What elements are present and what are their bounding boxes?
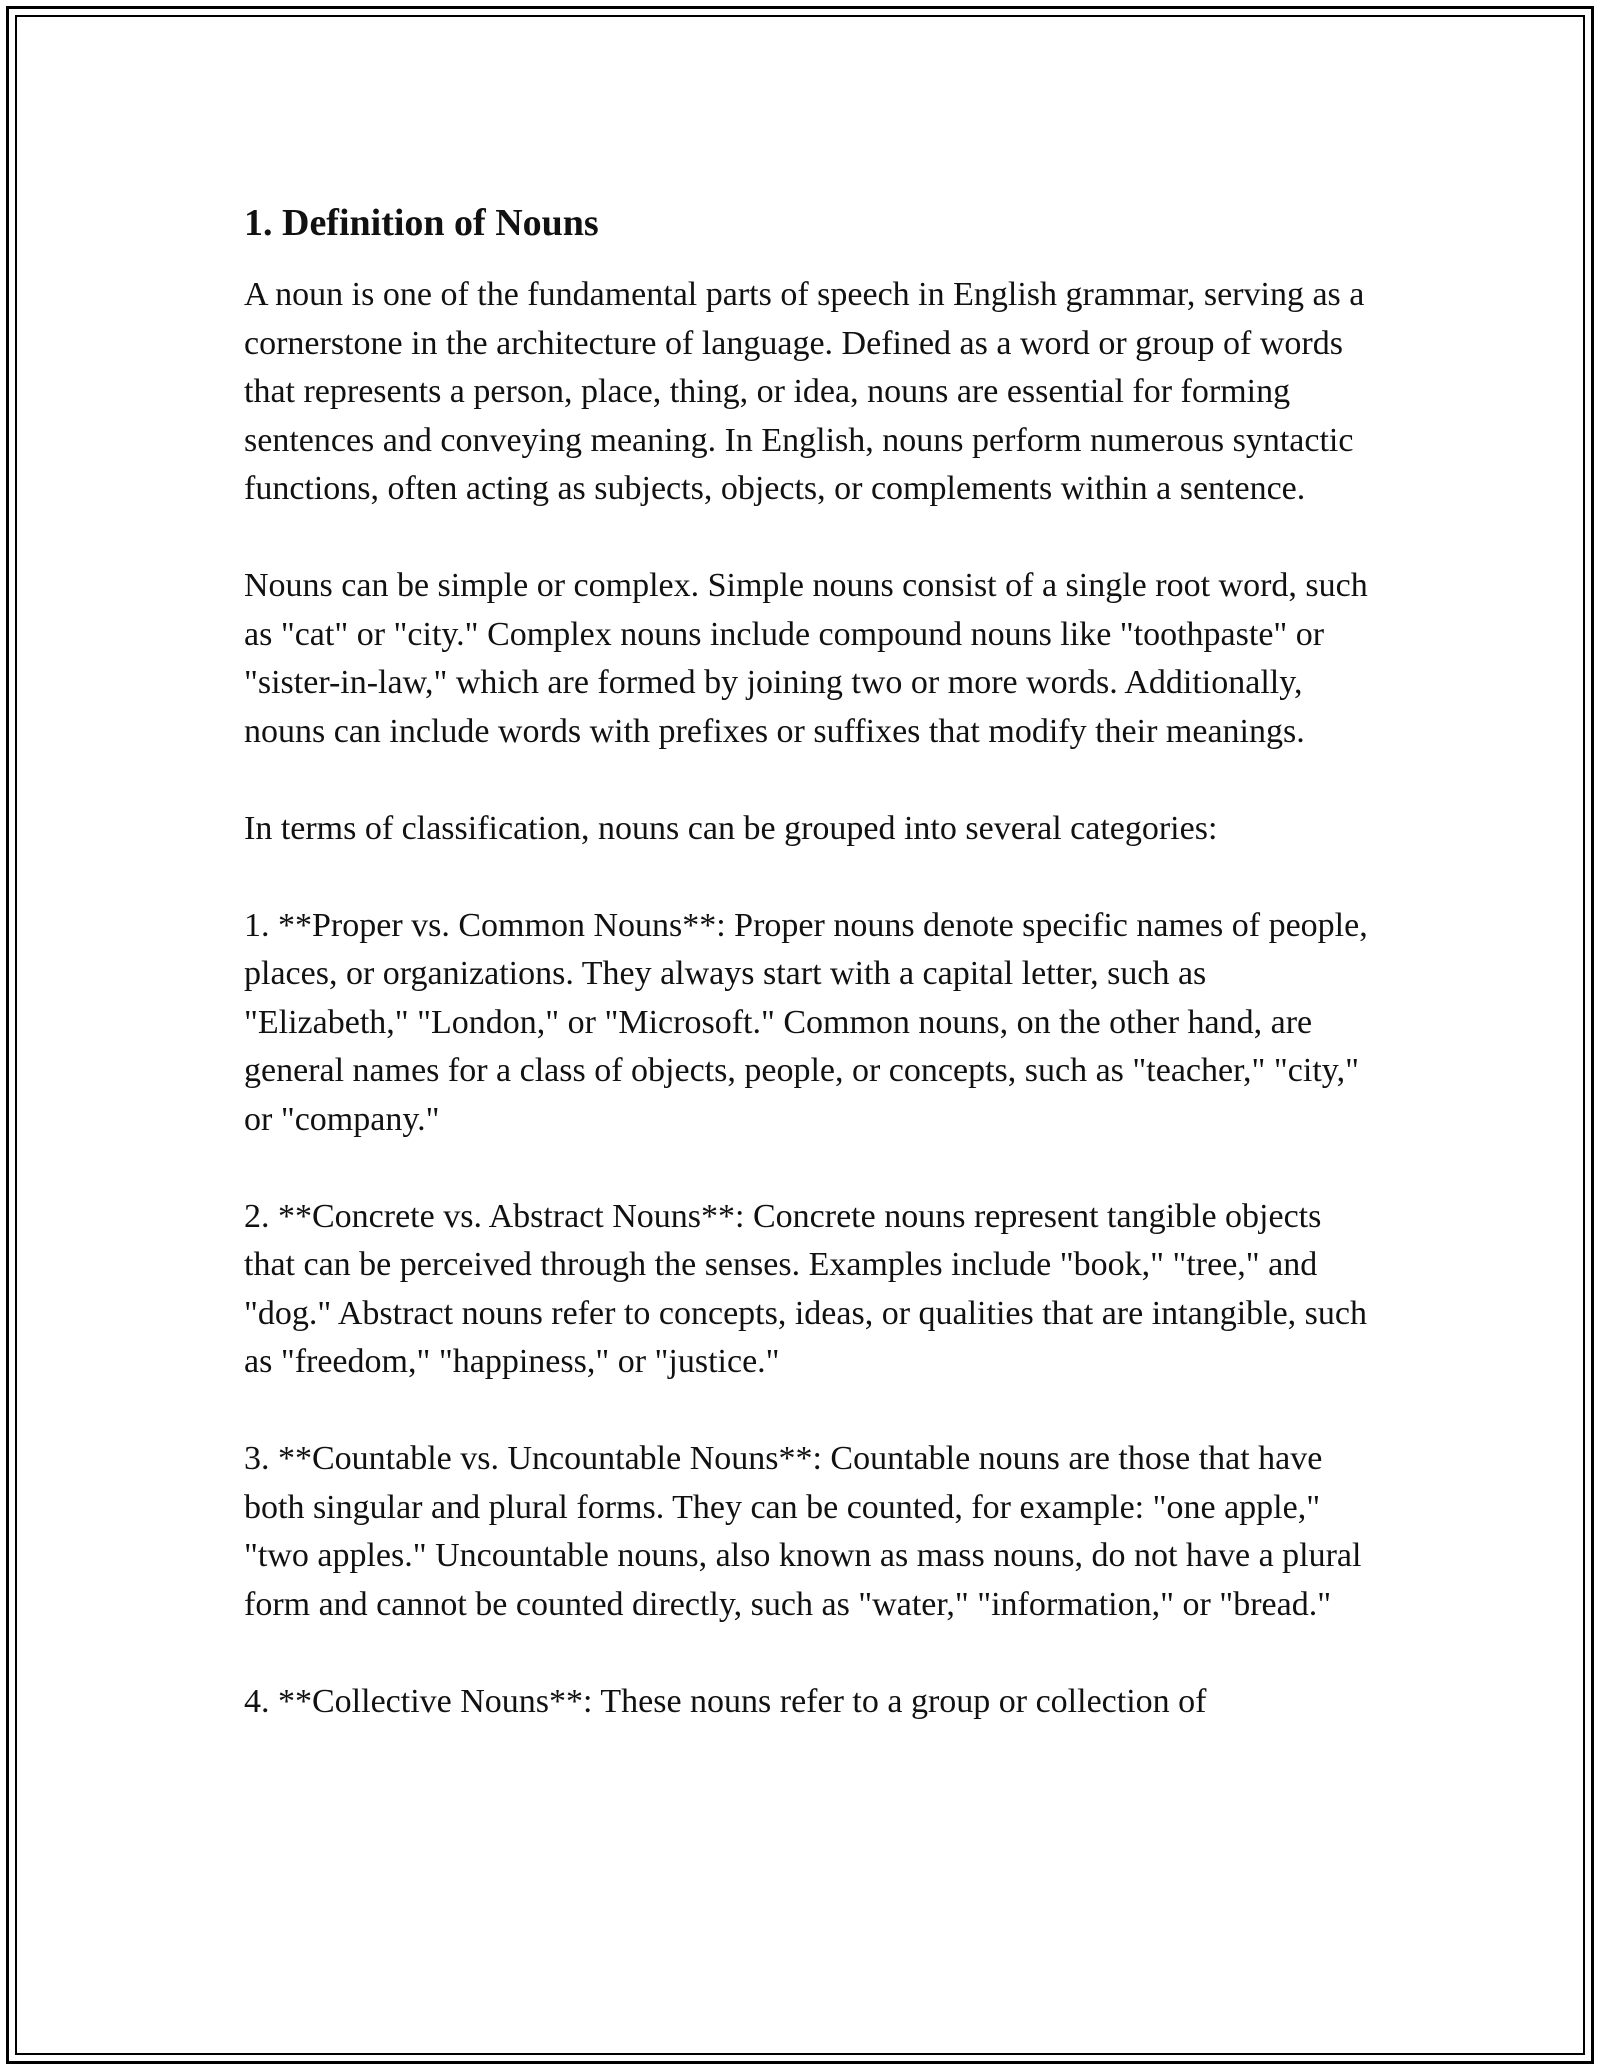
paragraph-concrete-abstract: 2. **Concrete vs. Abstract Nouns**: Concrete nouns represent tangible objects that can be perceived through the senses. Examples include "book," "tree," and "dog." Abstract nouns refer to concepts, ideas, or qualities that are intangible, such as "freedom," "happiness," or "justice." [244, 1197, 1367, 1380]
paragraph-proper-common: 1. **Proper vs. Common Nouns**: Proper nouns denote specific names of people, places, or organizations. They always start with a capital letter, such as "Elizabeth," "London," or "Microsoft." Common nouns, on the other hand, are general names for a class of objects, people, or concepts, such as "teacher," "city," or "company." [244, 906, 1368, 1138]
paragraph-collective: 4. **Collective Nouns**: These nouns refer to a group or collection of [244, 1682, 1207, 1720]
paragraph-classification-intro: In terms of classification, nouns can be grouped into several categories: [244, 809, 1218, 847]
document-body [244, 197, 1374, 1775]
section-heading: 1. Definition of Nouns [244, 202, 599, 244]
paragraph-countable-uncountable: 3. **Countable vs. Uncountable Nouns**: Countable nouns are those that have both singular and plural forms. They can be counted, for example: "one apple," "two apples." Uncountable nouns, also known as mass nouns, do not have a plural form and cannot be counted directly, such as "water," "information," or "bread." [244, 1440, 1362, 1623]
paragraph-simple-complex: Nouns can be simple or complex. Simple nouns consist of a single root word, such as "cat" or "city." Complex nouns include compound nouns like "toothpaste" or "sister-in-law," which are formed by joining two or more words. Additionally, nouns can include words with prefixes or suffixes that modify their meanings. [244, 567, 1368, 750]
page-frame [6, 6, 1594, 2064]
paragraph-definition: A noun is one of the fundamental parts of speech in English grammar, serving as a cornerstone in the architecture of language. Defined as a word or group of words that represents a person, place, thing, or idea, nouns are essential for forming sentences and conveying meaning. In English, nouns perform numerous syntactic functions, often acting as subjects, objects, or complements within a sentence. [244, 276, 1365, 507]
